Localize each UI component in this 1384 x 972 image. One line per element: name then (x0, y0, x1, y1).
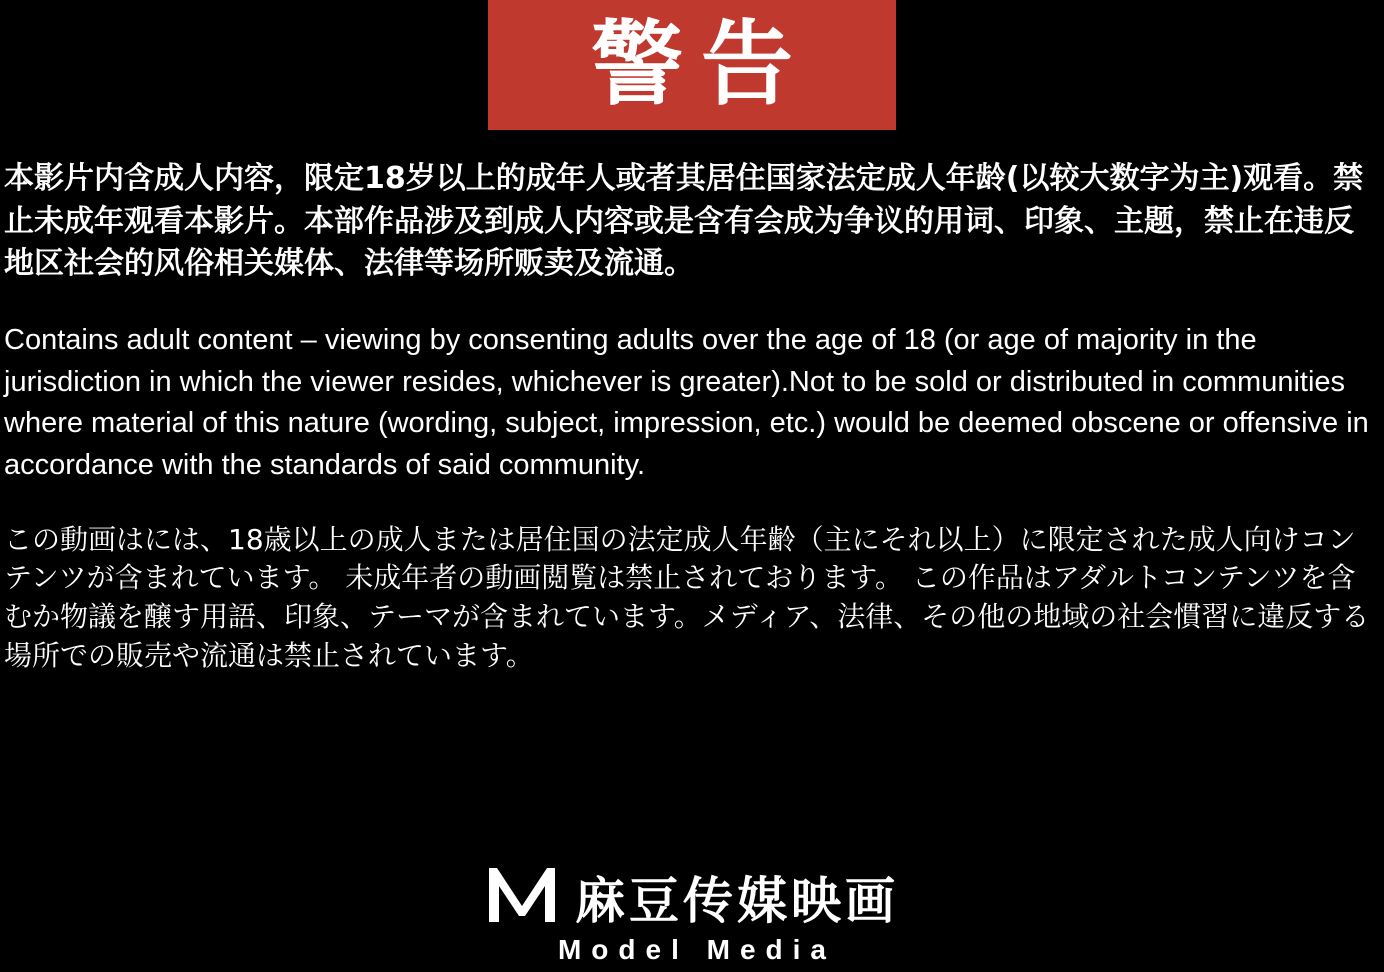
notice-paragraph-chinese: 本影片内含成人内容，限定18岁以上的成年人或者其居住国家法定成人年龄(以较大数字为主)观看。禁止未成年观看本影片。本部作品涉及到成人内容或是含有会成为争议的用词、印象、主题，禁止在违反地区社会的风俗相关媒体、法律等场所贩卖及流通。 (4, 161, 1364, 282)
warning-banner-container (0, 0, 1384, 130)
warning-banner-label: 警告 (590, 11, 811, 118)
notice-paragraph-english: Contains adult content – viewing by consenting adults over the age of 18 (or age of majority in the jurisdiction in which the viewer resides, whichever is greater).Not to be sold or distributed in communities where material of this nature (wording, subject, impression, etc.) would be deemed obscene or offensive in accordance with the standards of said community. (4, 323, 1369, 482)
logo-name-chinese: 麻豆传媒映画 (575, 872, 899, 930)
m-monogram-icon (485, 862, 559, 926)
logo-name-english: Model Media (557, 934, 836, 965)
warning-banner (488, 0, 896, 130)
logo-row (485, 862, 899, 930)
notice-content (0, 130, 1384, 675)
notice-paragraph-japanese: この動画はには、18歳以上の成人または居住国の法定成人年齢（主にそれ以上）に限定された成人向けコンテンツが含まれています。 未成年者の動画閲覧は禁止されております。 この作品はアダルトコンテンツを含むか物議を醸す用語、印象、テーマが含まれています。メディア、法律、その他の地域の社会慣習に違反する場所での販売や流通は禁止されています。 (4, 522, 1370, 672)
brand-logo (0, 862, 1384, 964)
